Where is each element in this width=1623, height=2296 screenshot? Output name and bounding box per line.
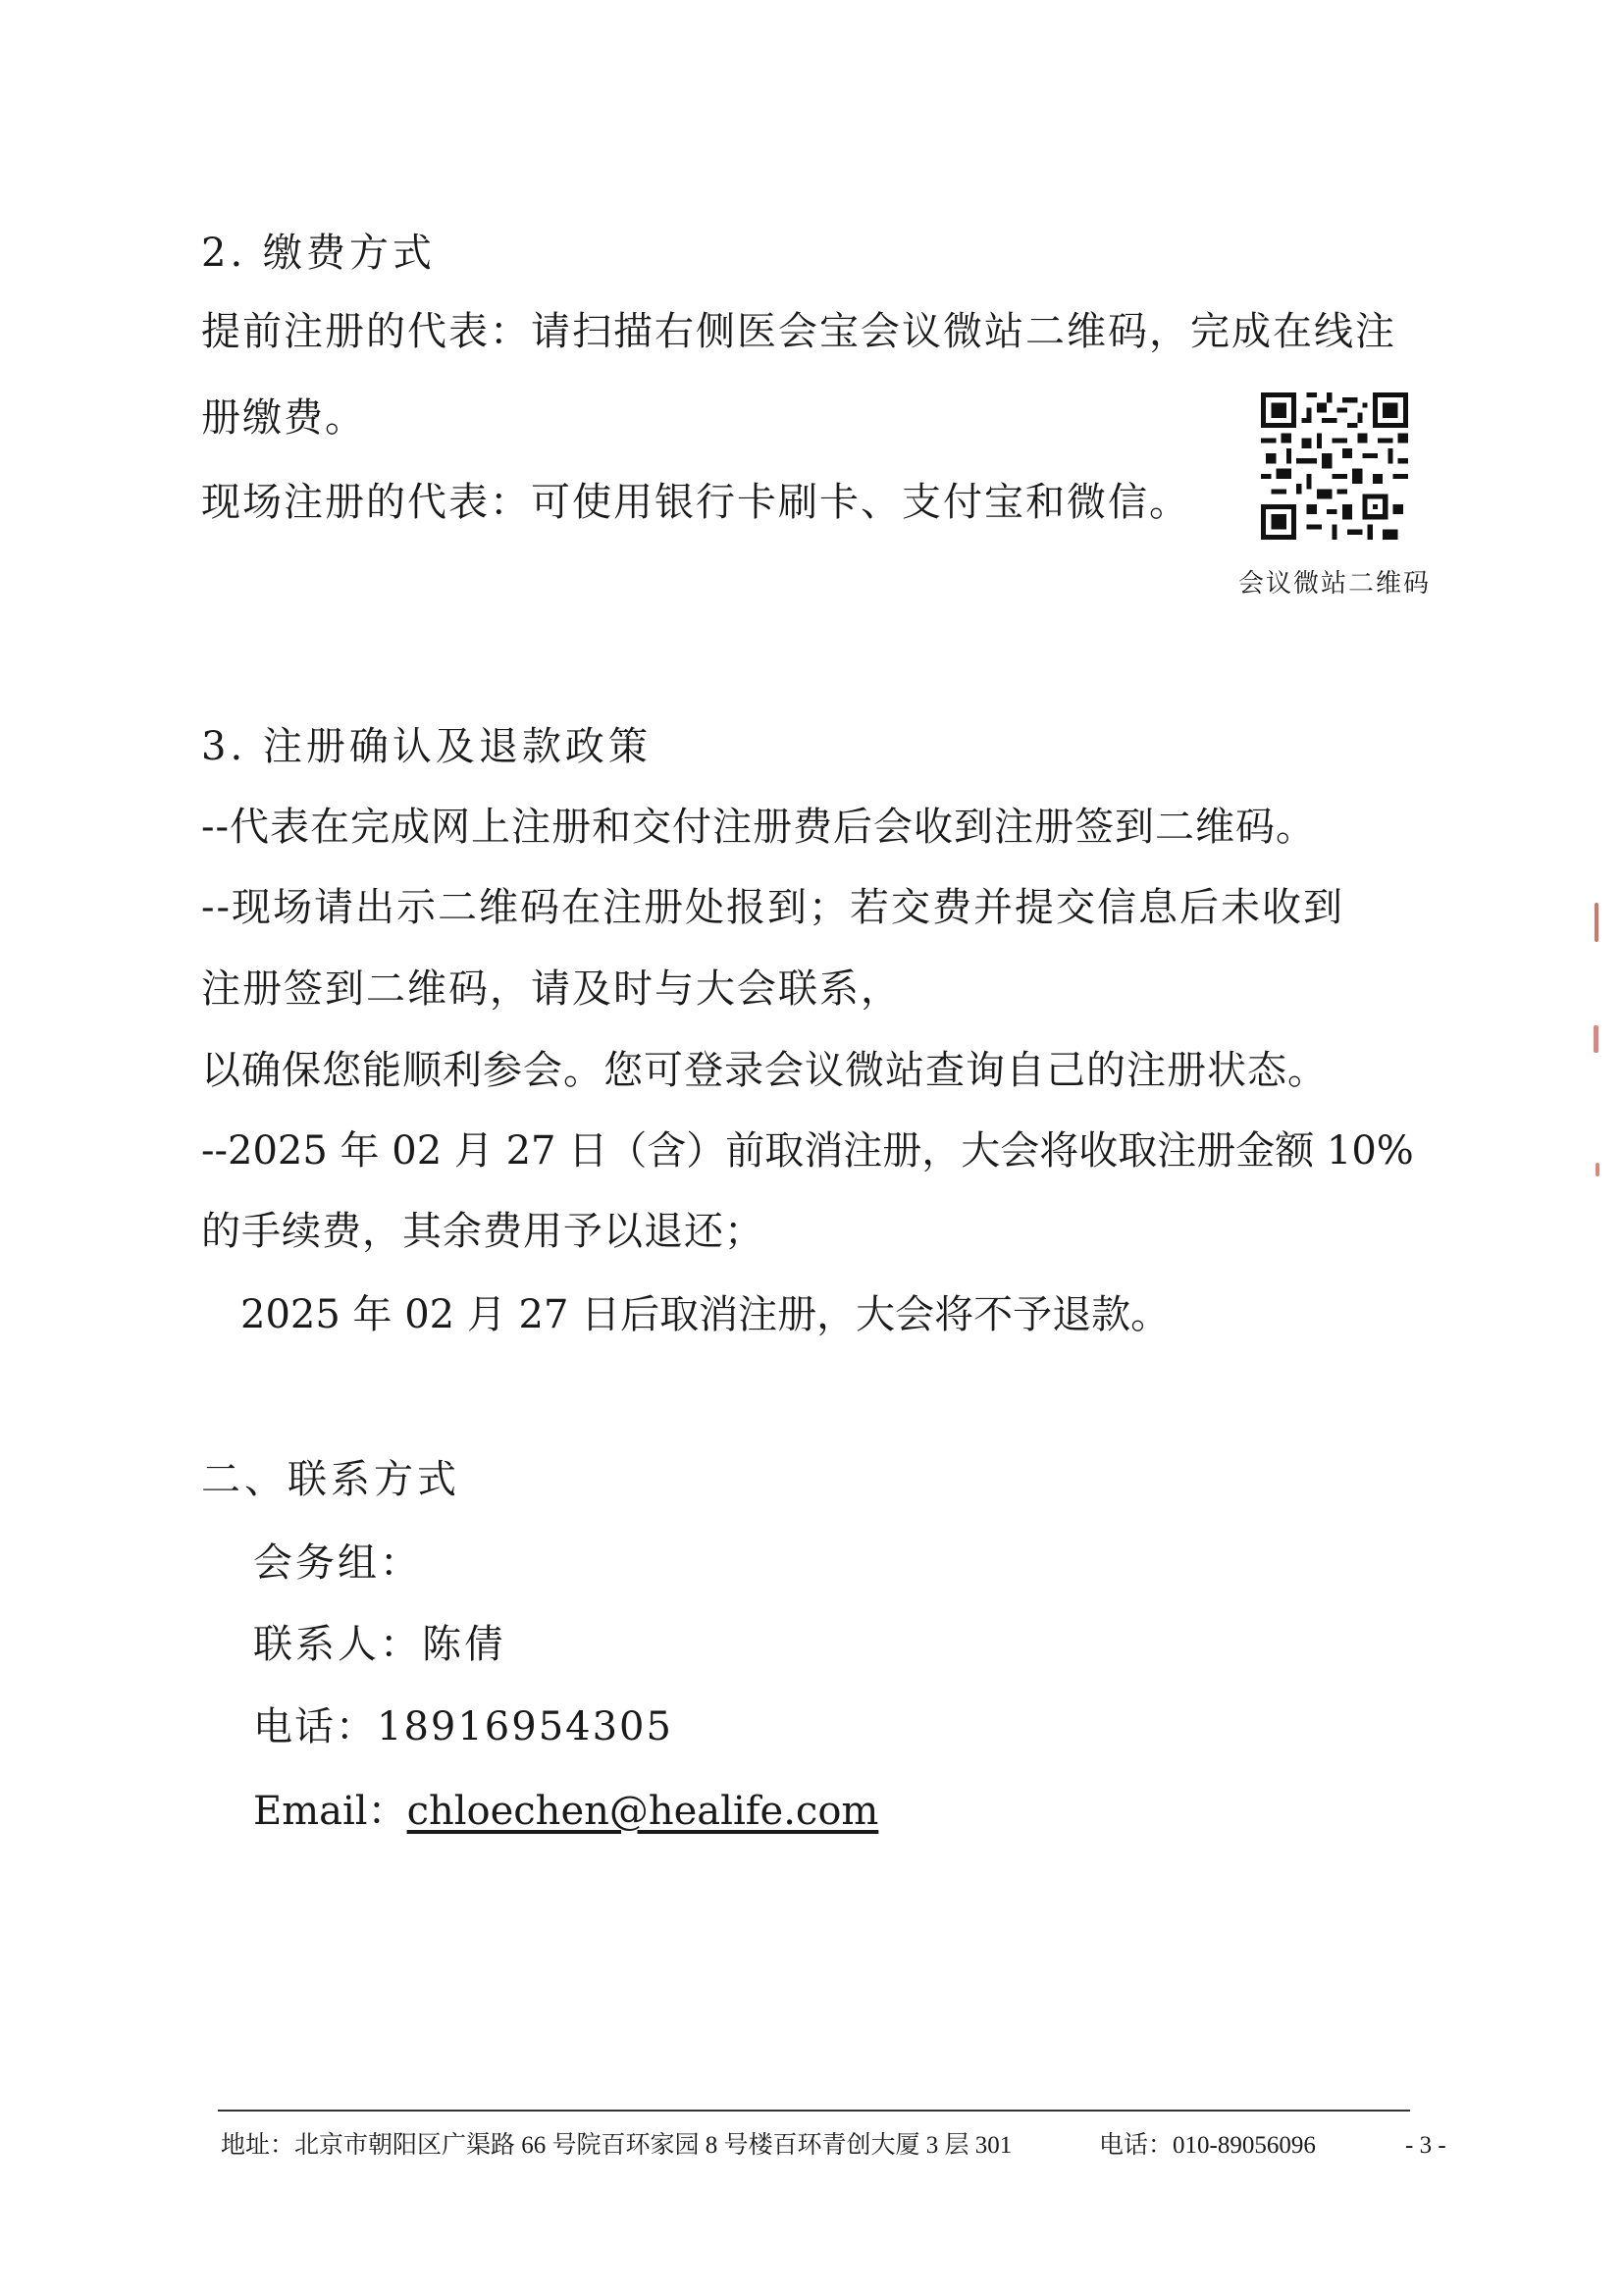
scan-mark bbox=[1594, 1025, 1598, 1053]
scan-mark bbox=[1596, 1163, 1599, 1176]
scan-mark bbox=[1595, 903, 1598, 942]
footer-phone: 电话：010-89056096 bbox=[1099, 2132, 1316, 2159]
payment-onsite-text: 现场注册的代表：可使用银行卡刷卡、支付宝和微信。 bbox=[201, 480, 1190, 525]
policy-line: 2025 年 02 月 27 日后取消注册，大会将不予退款。 bbox=[240, 1292, 1171, 1337]
contact-email-row bbox=[253, 1784, 878, 1839]
policy-line: --代表在完成网上注册和交付注册费后会收到注册签到二维码。 bbox=[201, 805, 1317, 850]
policy-heading: 3. 注册确认及退款政策 bbox=[201, 724, 652, 769]
qr-code-image bbox=[1261, 392, 1408, 540]
policy-line: --2025 年 02 月 27 日（含）前取消注册，大会将收取注册金额 10% bbox=[201, 1128, 1414, 1174]
policy-line: --现场请出示二维码在注册处报到；若交费并提交信息后未收到 bbox=[201, 885, 1345, 930]
contact-group-label: 会务组： bbox=[253, 1540, 422, 1586]
payment-heading: 2. 缴费方式 bbox=[201, 231, 436, 276]
contact-email-label: Email： bbox=[253, 1789, 407, 1834]
payment-advance-text-line2: 册缴费。 bbox=[201, 395, 366, 441]
policy-line: 的手续费，其余费用予以退还； bbox=[201, 1209, 764, 1254]
contact-heading: 二、联系方式 bbox=[201, 1457, 460, 1502]
contact-phone: 电话：18916954305 bbox=[253, 1704, 673, 1749]
footer-address: 地址：北京市朝阳区广渠路 66 号院百环家园 8 号楼百环青创大厦 3 层 301 bbox=[221, 2132, 1013, 2159]
contact-email-link[interactable]: chloechen@healife.com bbox=[406, 1789, 879, 1834]
footer-page-number: - 3 - bbox=[1405, 2132, 1446, 2159]
payment-advance-text-line1: 提前注册的代表：请扫描右侧医会宝会议微站二维码，完成在线注 bbox=[201, 309, 1396, 354]
contact-person: 联系人：陈倩 bbox=[253, 1622, 506, 1667]
qr-caption: 会议微站二维码 bbox=[1238, 569, 1432, 599]
policy-line: 以确保您能顺利参会。您可登录会议微站查询自己的注册状态。 bbox=[201, 1048, 1328, 1093]
footer-divider bbox=[218, 2110, 1410, 2112]
policy-line: 注册签到二维码，请及时与大会联系， bbox=[201, 966, 902, 1012]
